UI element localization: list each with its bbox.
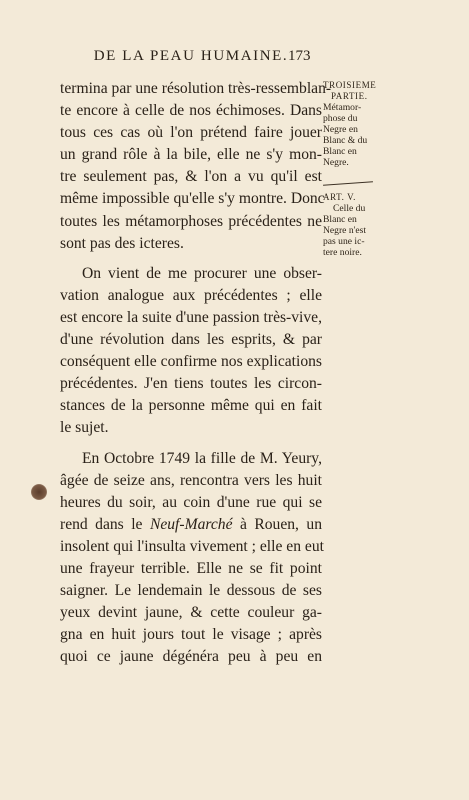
paragraph-3 [60,448,322,669]
margin-note-article [323,192,383,258]
text-line: âgée de seize ans, rencontra vers les huit [60,471,322,489]
text-line: tous ces cas où l'on prétend faire jouer [60,124,322,142]
margin-line: Blanc en [323,214,357,225]
text-segment: rend dans le [60,515,143,533]
margin-line: Métamor- [323,102,362,113]
margin-note-section [323,80,383,168]
margin-line: ART. V. [323,192,356,202]
margin-line: Negre n'est [323,225,367,236]
margin-line: Blanc en [323,146,357,157]
paragraph-2 [60,263,322,440]
margin-line: tere noire. [323,247,362,258]
margin-line: TROISIEME [323,80,377,90]
margin-line: pas une ic- [323,236,365,247]
page-number: 173 [288,48,311,64]
margin-line: Negre en [323,124,358,135]
text-line: toutes les métamorphoses précédentes ne [60,212,322,230]
text-line: est encore la suite d'une passion très-vive, [60,308,322,326]
text-line: le sujet. [60,419,109,437]
margin-line: Negre. [323,157,349,168]
text-segment: à Rouen, un [239,515,323,533]
running-title: DE LA PEAU HUMAINE. [93,48,289,64]
ink-stain [31,484,47,500]
text-line: conséquent elle confirme nos explications [60,353,322,371]
text-line: En Octobre 1749 la fille de M. Yeury, [82,449,322,467]
text-line: une frayeur terrible. Elle ne se fit point [60,559,322,577]
text-line: même impossible qu'elle s'y montre. Donc [60,190,325,208]
text-line: précédentes. J'en tiens toutes les circon- [60,375,322,393]
text-line: saigner. Le lendemain le dessous de ses [60,582,322,600]
margin-line: Blanc & du [323,135,368,146]
text-line: un grand rôle à la bile, elle ne s'y mon- [60,146,322,164]
text-line: gna en huit jours tout le visage ; après [60,626,322,644]
text-line: vation analogue aux précédentes ; elle [60,286,322,304]
margin-line: Celle du [333,203,366,214]
text-line: te encore à celle de nos échimoses. Dans [60,102,322,120]
text-line: tre seulement pas, & l'on a vu qu'il est [60,168,322,186]
text-line: stances de la personne même qui en fait [60,397,322,415]
text-line: quoi ce jaune dégénéra peu à peu en [60,648,322,666]
margin-line: PARTIE. [331,91,368,101]
text-line: d'une révolution dans les esprits, & par [60,331,322,349]
body-text [60,78,332,668]
text-line: sont pas des icteres. [60,234,184,252]
text-line-with-italic [60,514,322,536]
text-line: insolent qui l'insulta vivement ; elle en eut [60,537,324,555]
text-line: On vient de me procurer une obser- [82,264,322,282]
text-line: yeux devint jaune, & cette couleur ga- [60,604,322,622]
paragraph-1 [60,78,332,255]
margin-divider [323,181,373,185]
margin-line: phose du [323,113,358,124]
place-name: Neuf-Marché [149,515,233,533]
text-line: termina par une résolution très-ressemblan- [60,80,332,97]
text-line: heures du soir, au coin d'une rue qui se [60,493,322,511]
